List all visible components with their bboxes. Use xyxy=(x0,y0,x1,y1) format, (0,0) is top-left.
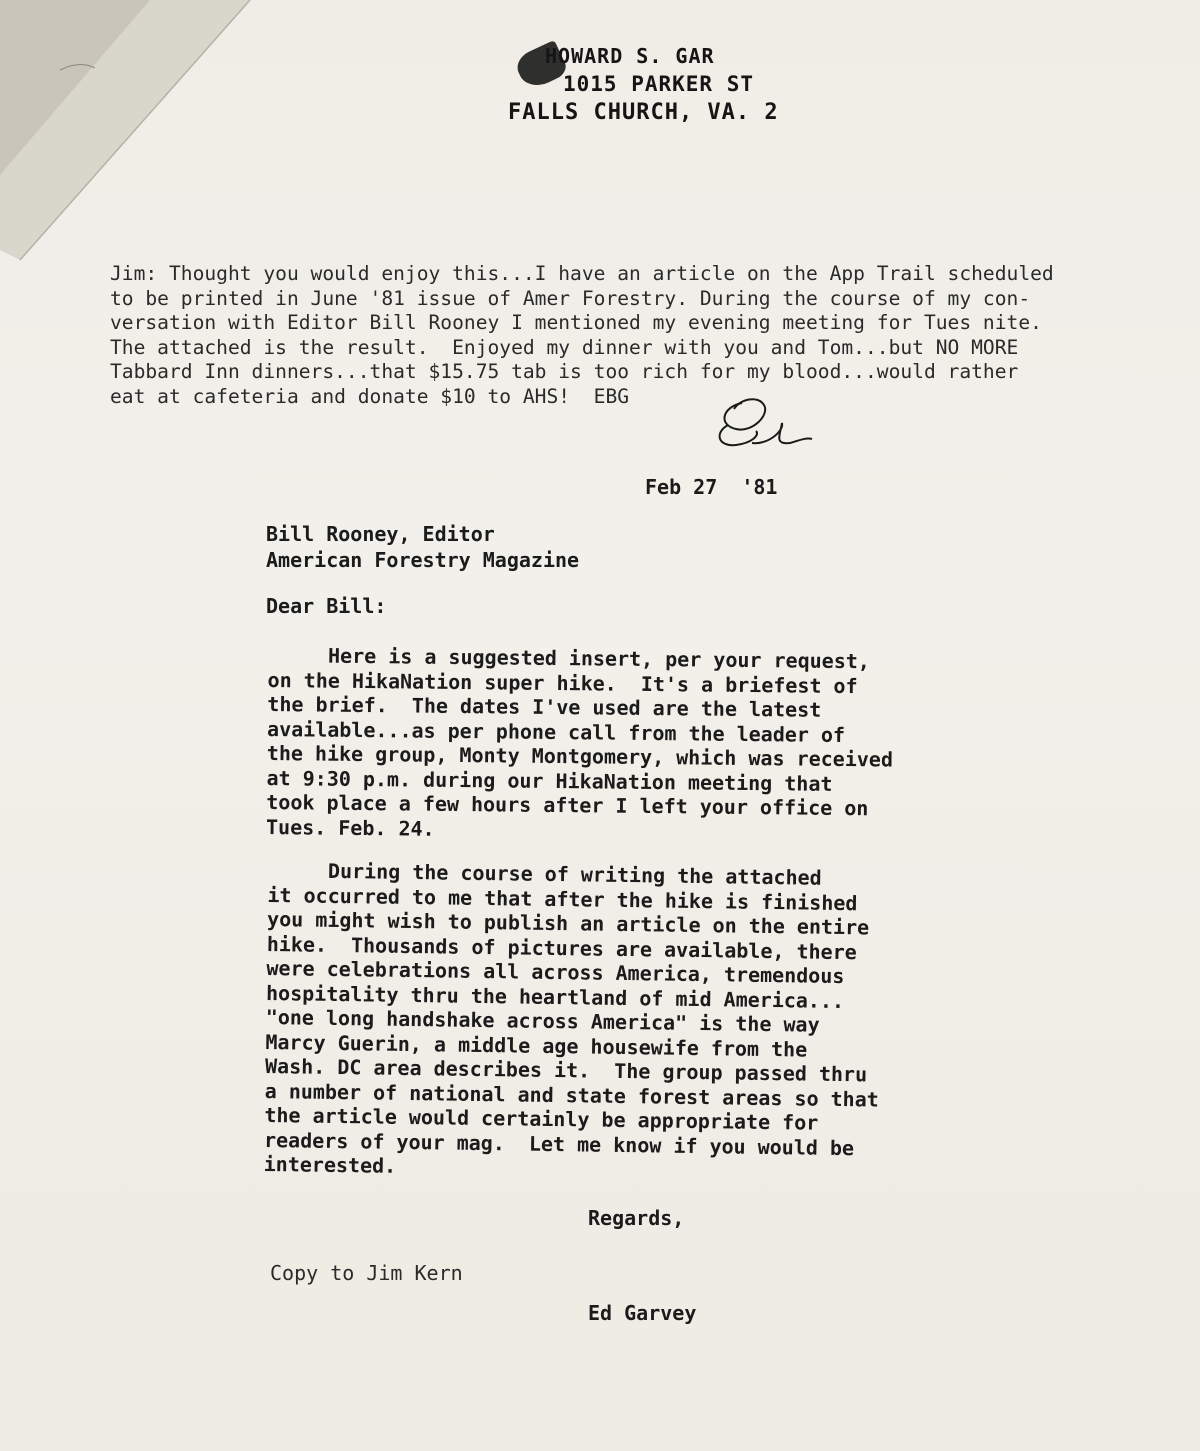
letter-date: Feb 27 '81 xyxy=(645,475,778,499)
salutation: Dear Bill: xyxy=(266,594,387,618)
handwritten-note-typed: Jim: Thought you would enjoy this...I have an article on the App Trail scheduled to be printed in June '81 issue of Amer Forestry. During the course of my con- versation with Editor Bill Rooney I mentioned my evening meeting for Tues nite. The attached is the result. Enjoyed my dinner with you and Tom...but NO MORE Tabbard Inn dinners...that $15.75 tab is too rich for my blood...would rather eat at cafeteria and donate $10 to AHS! EBG xyxy=(110,262,1054,408)
recipient-address: Bill Rooney, Editor American Forestry Magazine xyxy=(266,522,580,572)
body-paragraph-1: Here is a suggested insert, per your request, on the HikaNation super hike. It's a briefest of the brief. The dates I've used are the latest available...as per phone call from the leader of the hike group, Monty Montgomery, which was received at 9:30 p.m. during our HikaNation meeting that took place a few hours after I left your office on Tues. Feb. 24. xyxy=(265,643,894,841)
letterhead-name: HOWARD S. GAR xyxy=(545,44,715,68)
ed-signature xyxy=(712,385,822,455)
signer-name: Ed Garvey xyxy=(588,1301,697,1325)
copy-to-line: Copy to Jim Kern xyxy=(270,1261,463,1285)
letterhead-street: 1015 PARKER ST xyxy=(563,72,755,96)
body-paragraph-2: During the course of writing the attached it occurred to me that after the hike is finished you might wish to publish an article on the entire hike. Thousands of pictures are available, there were celebrations all across America, tremendous hospitality thru the heartland of mid America... "one long handshake across America" is the way Marcy Guerin, a middle age housewife from the Wash. DC area describes it. The group passed thru a number of national and state forest areas so that the article would certainly be appropriate for readers of your mag. Let me know if you would be interested. xyxy=(263,858,879,1178)
letterhead-city: FALLS CHURCH, VA. 2 xyxy=(508,100,779,125)
closing: Regards, xyxy=(588,1206,685,1230)
